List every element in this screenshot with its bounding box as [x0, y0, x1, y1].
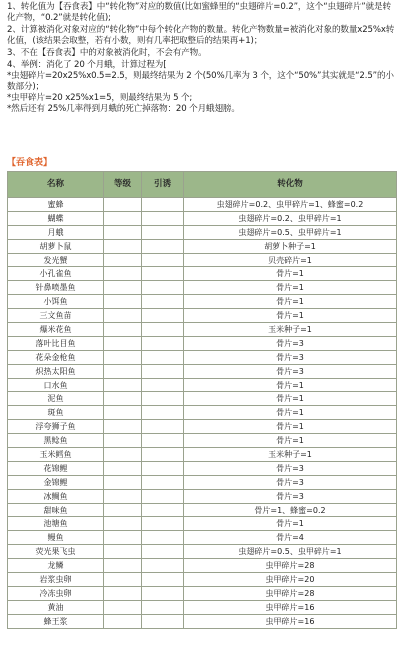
cell-name: 黄油: [8, 600, 104, 614]
note-3: 3、不在【吞食表】中的对象被消化时，不会有产物。: [7, 48, 207, 58]
cell-name: 冰鲷鱼: [8, 489, 104, 503]
cell-conversion: 贝壳碎片=1: [184, 253, 397, 267]
table-row: [8, 239, 397, 253]
cell-name: 炽热太阳鱼: [8, 364, 104, 378]
cell-level: [104, 517, 142, 531]
table-row: [8, 295, 397, 309]
cell-level: [104, 489, 142, 503]
table-row: [8, 281, 397, 295]
cell-name: 冷冻虫卵: [8, 586, 104, 600]
note-5: *虫翅碎片=20x25%x0.5=2.5，则最终结果为 2 个(50%几率为 3 个，这个“50%”其实就是“2.5”的小数部分)；: [7, 71, 394, 92]
cell-name: 落叶比目鱼: [8, 336, 104, 350]
cell-conversion: 骨片=1: [184, 406, 397, 420]
cell-level: [104, 267, 142, 281]
table-row: [8, 559, 397, 573]
table-row: [8, 434, 397, 448]
cell-name: 浮夸狮子鱼: [8, 420, 104, 434]
cell-name: 池塘鱼: [8, 517, 104, 531]
cell-conversion: 胡萝卜种子=1: [184, 239, 397, 253]
cell-name: 黑鲶鱼: [8, 434, 104, 448]
cell-lure: [142, 323, 184, 337]
cell-name: 胡萝卜鼠: [8, 239, 104, 253]
table-row: [8, 378, 397, 392]
cell-lure: [142, 406, 184, 420]
cell-level: [104, 448, 142, 462]
header-name: 名称: [8, 172, 104, 198]
table-row: [8, 461, 397, 475]
cell-lure: [142, 559, 184, 573]
cell-conversion: 骨片=3: [184, 489, 397, 503]
table-row: [8, 614, 397, 628]
table-row: [8, 489, 397, 503]
cell-level: [104, 434, 142, 448]
cell-lure: [142, 225, 184, 239]
table-row: [8, 475, 397, 489]
table-row: [8, 198, 397, 212]
cell-level: [104, 211, 142, 225]
table-row: [8, 267, 397, 281]
cell-level: [104, 281, 142, 295]
cell-lure: [142, 350, 184, 364]
cell-level: [104, 392, 142, 406]
cell-name: 三文鱼苗: [8, 309, 104, 323]
table-row: [8, 211, 397, 225]
note-6: *虫甲碎片=20 x25%x1=5，则最终结果为 5 个;: [7, 93, 193, 103]
table-row: [8, 586, 397, 600]
header-level: 等级: [104, 172, 142, 198]
cell-conversion: 虫翅碎片=0.5、虫甲碎片=1: [184, 545, 397, 559]
cell-name: 玉米鳕鱼: [8, 448, 104, 462]
cell-level: [104, 336, 142, 350]
cell-lure: [142, 531, 184, 545]
cell-lure: [142, 309, 184, 323]
table-row: [8, 323, 397, 337]
table-row: [8, 503, 397, 517]
notes-section: [7, 2, 397, 115]
cell-conversion: 骨片=1、蜂蜜=0.2: [184, 503, 397, 517]
cell-lure: [142, 211, 184, 225]
cell-level: [104, 378, 142, 392]
cell-name: 岩浆虫卵: [8, 573, 104, 587]
cell-lure: [142, 253, 184, 267]
cell-conversion: 骨片=1: [184, 434, 397, 448]
cell-conversion: 玉米种子=1: [184, 448, 397, 462]
cell-level: [104, 198, 142, 212]
digest-table: [7, 171, 397, 629]
cell-name: 蜂王浆: [8, 614, 104, 628]
cell-name: 鳗鱼: [8, 531, 104, 545]
header-lure: 引诱: [142, 172, 184, 198]
table-row: [8, 545, 397, 559]
cell-lure: [142, 281, 184, 295]
cell-name: 花锦鲤: [8, 461, 104, 475]
cell-conversion: 虫甲碎片=16: [184, 600, 397, 614]
cell-lure: [142, 434, 184, 448]
cell-name: 蜜蜂: [8, 198, 104, 212]
cell-name: 金锦鲤: [8, 475, 104, 489]
cell-name: 龙鳞: [8, 559, 104, 573]
cell-lure: [142, 267, 184, 281]
cell-lure: [142, 198, 184, 212]
cell-name: 爆米花鱼: [8, 323, 104, 337]
cell-lure: [142, 336, 184, 350]
table-row: [8, 336, 397, 350]
table-row: [8, 600, 397, 614]
cell-name: 花朵金枪鱼: [8, 350, 104, 364]
cell-lure: [142, 420, 184, 434]
cell-level: [104, 531, 142, 545]
cell-conversion: 虫翅碎片=0.5、虫甲碎片=1: [184, 225, 397, 239]
note-7: *然后还有 25%几率得到月蛾的死亡掉落物：20 个月蛾翅膀。: [7, 104, 240, 114]
cell-conversion: 虫甲碎片=16: [184, 614, 397, 628]
cell-level: [104, 600, 142, 614]
cell-name: 口水鱼: [8, 378, 104, 392]
cell-name: 小饵鱼: [8, 295, 104, 309]
cell-level: [104, 614, 142, 628]
cell-lure: [142, 475, 184, 489]
cell-lure: [142, 295, 184, 309]
cell-conversion: 骨片=1: [184, 309, 397, 323]
note-1: 1、转化值为【吞食表】中“转化物”对应的数值(比如蜜蜂里的“虫翅碎片=0.2”，这个“虫翅碎片”就是转化产物，“0.2”就是转化值);: [7, 2, 391, 23]
note-2: 2、计算被消化对象对应的“转化物”中每个转化产物的数量。转化产物数量=被消化对象的数量x25%x转化值，(该结果会取整，若有小数，则有几率把取整后的结果再+1)；: [7, 25, 395, 46]
cell-lure: [142, 573, 184, 587]
note-4: 4、举例：消化了 20 个月蛾，计算过程为[: [7, 60, 167, 70]
cell-conversion: 骨片=1: [184, 392, 397, 406]
cell-name: 甜味鱼: [8, 503, 104, 517]
cell-level: [104, 586, 142, 600]
cell-lure: [142, 586, 184, 600]
cell-conversion: 虫甲碎片=28: [184, 559, 397, 573]
table-header-row: [8, 172, 397, 198]
cell-level: [104, 323, 142, 337]
cell-name: 荧光果飞虫: [8, 545, 104, 559]
header-conversion: 转化物: [184, 172, 397, 198]
cell-conversion: 骨片=3: [184, 350, 397, 364]
cell-lure: [142, 600, 184, 614]
cell-level: [104, 309, 142, 323]
cell-level: [104, 253, 142, 267]
cell-name: 针鼻喷墨鱼: [8, 281, 104, 295]
cell-conversion: 虫甲碎片=20: [184, 573, 397, 587]
cell-name: 蝴蝶: [8, 211, 104, 225]
cell-conversion: 骨片=3: [184, 475, 397, 489]
table-row: [8, 573, 397, 587]
cell-lure: [142, 239, 184, 253]
table-row: [8, 448, 397, 462]
cell-conversion: 骨片=1: [184, 420, 397, 434]
cell-conversion: 虫甲碎片=28: [184, 586, 397, 600]
table-row: [8, 392, 397, 406]
table-body: [8, 198, 397, 629]
table-title: 【吞食表】: [7, 158, 53, 168]
cell-conversion: 虫翅碎片=0.2、虫甲碎片=1: [184, 211, 397, 225]
table-row: [8, 253, 397, 267]
cell-conversion: 骨片=1: [184, 295, 397, 309]
cell-level: [104, 461, 142, 475]
cell-conversion: 虫翅碎片=0.2、虫甲碎片=1、蜂蜜=0.2: [184, 198, 397, 212]
cell-lure: [142, 545, 184, 559]
cell-name: 小孔雀鱼: [8, 267, 104, 281]
table-row: [8, 517, 397, 531]
cell-name: 斑鱼: [8, 406, 104, 420]
cell-level: [104, 573, 142, 587]
cell-conversion: 骨片=1: [184, 267, 397, 281]
table-row: [8, 531, 397, 545]
cell-conversion: 骨片=1: [184, 378, 397, 392]
cell-lure: [142, 364, 184, 378]
cell-conversion: 骨片=4: [184, 531, 397, 545]
cell-conversion: 骨片=1: [184, 517, 397, 531]
cell-level: [104, 559, 142, 573]
cell-conversion: 玉米种子=1: [184, 323, 397, 337]
cell-conversion: 骨片=1: [184, 281, 397, 295]
table-row: [8, 350, 397, 364]
cell-level: [104, 239, 142, 253]
cell-conversion: 骨片=3: [184, 364, 397, 378]
cell-lure: [142, 517, 184, 531]
cell-level: [104, 420, 142, 434]
cell-level: [104, 225, 142, 239]
table-row: [8, 309, 397, 323]
table-row: [8, 364, 397, 378]
cell-level: [104, 545, 142, 559]
cell-name: 发光蟹: [8, 253, 104, 267]
cell-level: [104, 503, 142, 517]
cell-level: [104, 406, 142, 420]
table-row: [8, 420, 397, 434]
cell-lure: [142, 489, 184, 503]
cell-lure: [142, 614, 184, 628]
cell-conversion: 骨片=3: [184, 336, 397, 350]
cell-lure: [142, 461, 184, 475]
table-row: [8, 406, 397, 420]
cell-lure: [142, 392, 184, 406]
cell-lure: [142, 503, 184, 517]
cell-level: [104, 364, 142, 378]
cell-name: 泥鱼: [8, 392, 104, 406]
cell-lure: [142, 378, 184, 392]
cell-lure: [142, 448, 184, 462]
cell-conversion: 骨片=3: [184, 461, 397, 475]
cell-level: [104, 350, 142, 364]
cell-level: [104, 295, 142, 309]
table-row: [8, 225, 397, 239]
cell-name: 月蛾: [8, 225, 104, 239]
cell-level: [104, 475, 142, 489]
